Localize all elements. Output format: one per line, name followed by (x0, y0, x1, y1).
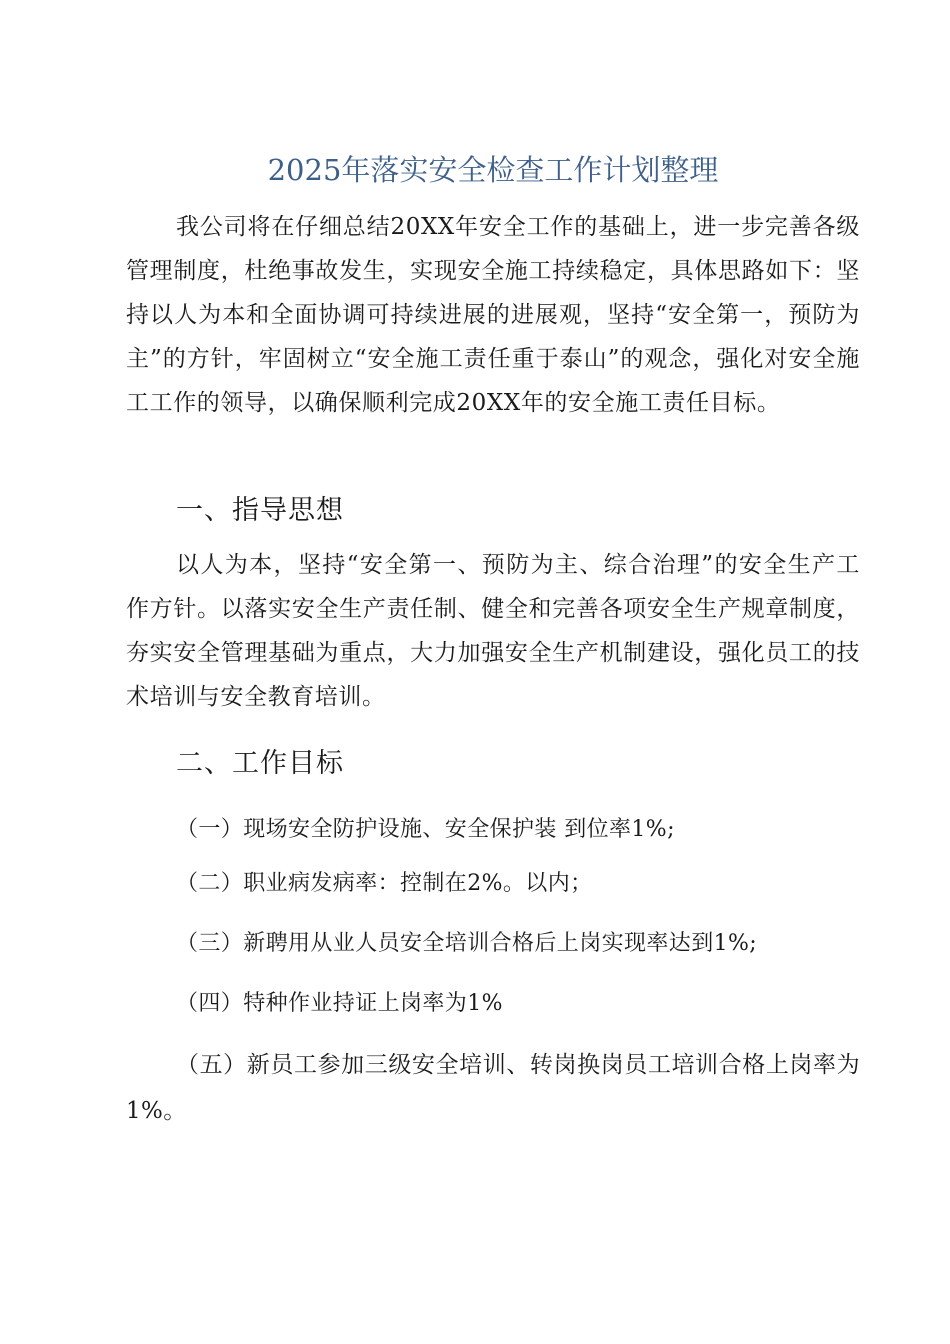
goal-item-5: （五）新员工参加三级安全培训、转岗换岗员工培训合格上岗率为1%。 (126, 1052, 860, 1124)
goal-item-3: （三）新聘用从业人员安全培训合格后上岗实现率达到1%; (176, 931, 758, 956)
document-title: 2025年落实安全检查工作计划整理 (267, 153, 719, 187)
intro-paragraph: 我公司将在仔细总结20XX年安全工作的基础上，进一步完善各级管理制度，杜绝事故发生，实现安全施工持续稳定，具体思路如下：坚持以人为本和全面协调可持续进展的进展观，坚持“安全第一，预防为主”的方针，牢固树立“安全施工责任重于泰山”的观念，强化对安全施工工作的领导，以确保顺利完成20XX年的安全施工责任目标。 (126, 214, 860, 416)
goal-item-2: （二）职业病发病率：控制在2%。以内； (176, 871, 593, 896)
goal-item-1: （一）现场安全防护设施、安全保护装 到位率1%; (176, 817, 675, 842)
guiding-ideology-paragraph: 以人为本，坚持“安全第一、预防为主、综合治理”的安全生产工作方针。以落实安全生产责任制、健全和完善各项安全生产规章制度，夯实安全管理基础为重点，大力加强安全生产机制建设，强化员工的技术培训与安全教育培训。 (126, 552, 860, 710)
section-heading-work-goals: 二、工作目标 (176, 748, 344, 779)
section-heading-guiding-ideology: 一、指导思想 (176, 495, 344, 526)
goal-item-4: （四）特种作业持证上岗率为1% (176, 991, 503, 1016)
